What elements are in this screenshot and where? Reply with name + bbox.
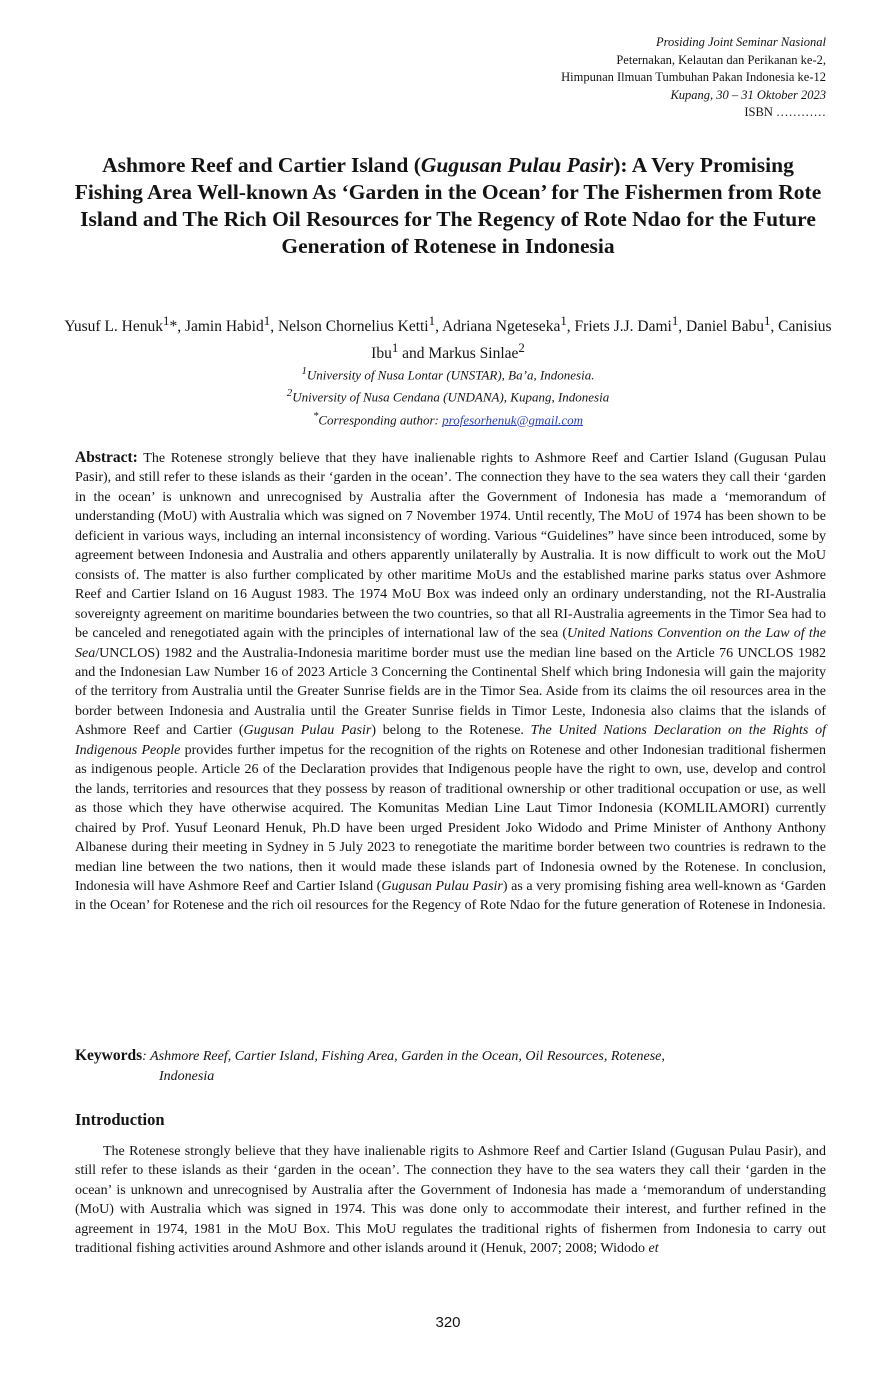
affiliation-sup: 1 (301, 365, 307, 377)
abstract-italic: Gugusan Pulau Pasir (381, 878, 503, 894)
author-name: , Canisius Ibu (371, 318, 832, 363)
author-sup: 1 (671, 313, 679, 328)
author-list: Yusuf L. Henuk$^1$*, Jamin Habid$^1$, Nelson Chornelius Ketti$^1$, Adriana Ngeteseka$^1$, Friets J.J. Dami$^1$, Daniel Babu$^1$, Canisius Ibu$^1$ and Markus Sinlae$^2$ (64, 313, 832, 363)
author-name: , Jamin Habid (177, 318, 264, 336)
affiliation-2 (70, 384, 826, 406)
affiliations (70, 362, 826, 429)
abstract-text: /UNCLOS) 1982 and the Australia-Indonesia maritime border must use the median line based on the Article 76 UNCLOS 1982 and the Indonesian Law Number 16 of 2023 Article 3 Concerning the Continental Shelf which bring Indonesia will gain the majority of the territory from Australia until the Greater Sunrise fields are in the Timor Sea. Aside from its claims the oil resources area in the border between Indonesia and Australia until the Greater Sunrise fields in Timor Leste, Indonesia also claims that the islands of Ashmore Reef and Cartier ( (75, 645, 826, 739)
paper-title (70, 152, 826, 260)
corresponding-label: Corresponding author: (318, 411, 443, 427)
affiliation-sup: * (312, 409, 319, 422)
author-sup: 1 (263, 313, 271, 328)
author-sup: 1 (763, 313, 771, 328)
affiliation-text: University of Nusa Lontar (UNSTAR), Ba’a, Indonesia. (306, 367, 595, 383)
page-number: 320 (435, 1314, 461, 1331)
conference-place-date: Kupang, 30 – 31 Oktober 2023 (670, 87, 826, 102)
author-sup: 1 (391, 340, 399, 356)
title-text-2: ): A Very Promising Fishing Area Well-known As ‘Garden in the Ocean’ for The Fishermen from Rote Island and The Rich Oil Resources for The Regency of Rote Ndao for the Future Generation of Rotenese in Indonesia (74, 153, 822, 258)
affiliation-sup: 2 (286, 387, 293, 400)
author-name: , Nelson Chornelius Ketti (270, 318, 429, 336)
conference-line-2: Peternakan, Kelautan dan Perikanan ke-2, (616, 52, 826, 67)
author-name: , Daniel Babu (678, 318, 764, 336)
author-sup: 1 (163, 313, 170, 328)
keywords-list-cont: Indonesia (159, 1069, 215, 1084)
corresponding-author (70, 407, 826, 429)
author-name: , Friets J.J. Dami (566, 318, 672, 336)
keywords-label: Keywords (75, 1047, 143, 1064)
corresponding-email-link[interactable]: profesorhenuk@gmail.com (442, 411, 584, 427)
introduction-italic: et (648, 1241, 659, 1257)
author-name: , Adriana Ngeteseka (435, 318, 561, 336)
affiliation-text: University of Nusa Cendana (UNDANA), Kupang, Indonesia (292, 389, 610, 405)
isbn: ISBN ………… (744, 105, 826, 119)
introduction-text (75, 1142, 826, 1259)
author-name: and Markus Sinlae (398, 345, 519, 363)
abstract-text: The Rotenese strongly believe that they have inalienable rights to Ashmore Reef and Cartier Island (Gugusan Pulau Pasir), and still refer to these islands as their ‘garden in the ocean’. The connection they have to the sea waters they call their ‘garden in the ocean’ is unknown and unrecognised by Australia after the Government of Indonesia has made a ‘memorandum of understanding (MoU) with Australia which was signed on 7 November 1974. Until recently, The MoU of 1974 has been shown to be deficient in various ways, including an internal inconsistency of wording. Various “Guidelines” have since been introduced, some by agreement between Indonesia and Australia and others apparently unilaterally by Australia. It is now difficult to work out the MoU consists of. The matter is also further complicated by other maritime MoUs and the established marine parks status over Ashmore Reef and Cartier Island on 16 August 1983. The 1974 MoU Box was indeed only an ordinary understanding, not the RI-Australia sovereignty agreement on maritime boundaries between the two countries, so that all RI-Australia agreements in the Timor Sea had to be canceled and renegotiated again with the principles of international law of the sea ( (75, 451, 826, 642)
introduction-heading: Introduction (75, 1110, 165, 1129)
keywords (75, 1046, 826, 1087)
introduction-body: The Rotenese strongly believe that they have inalienable rigits to Ashmore Reef and Cartier Island (Gugusan Pulau Pasir), and still refer to these islands as their ‘garden in the ocean’. The connection they have to the sea waters they call their ‘garden in the ocean’ is unknown and unrecognised by Australia after the Government of Indonesia has made a ‘memorandum of understanding (MoU) with Australia which was signed in 1974. This was done only to accommodate their interest, and further refined in the agreement in 1974, 1981 in the MoU Box. This MoU regulates the traditional rights of fishermen from Indonesia to carry out traditional fishing activities around Ashmore and other islands around it (Henuk, 2007; 2008; Widodo (75, 1144, 826, 1257)
abstract-text: ) as a very promising fishing area well-known as ‘Garden in the Ocean’ for Rotenese and the rich oil resources for the Regency of Rote Ndao for the future generation of Rotenese in Indonesia. (75, 878, 826, 914)
title-italic: Gugusan Pulau Pasir (420, 153, 614, 177)
author-name: Yusuf L. Henuk (64, 318, 163, 336)
author-sup: 2 (518, 340, 525, 356)
author-sup: 1 (428, 313, 436, 328)
abstract-text: ) belong to the Rotenese. (371, 723, 531, 739)
abstract-italic: The United Nations Declaration on the Rights of Indigenous People (75, 723, 827, 758)
abstract-italic: United Nations Convention on the Law of the Sea (75, 626, 826, 661)
keywords-list: : Ashmore Reef, Cartier Island, Fishing Area, Garden in the Ocean, Oil Resources, Rotenese, (142, 1049, 665, 1064)
abstract-text: provides further impetus for the recognition of the rights on Rotenese and other Indonesian traditional fishermen as indigenous people. Article 26 of the Declaration provides that Indigenous people have the right to own, use, develop and control the lands, territories and resources that they possess by reason of traditional ownership or other traditional occupation or use, as well as those which they have otherwise acquired. The Komunitas Median Line Laut Timor Indonesia (KOMLILAMORI) currently chaired by Prof. Yusuf Leonard Henuk, Ph.D have been urged President Joko Widodo and Prime Minister of Anthony Anthony Albanese during their meeting in Sydney in 5 July 2023 to renegotiate the maritime border between two countries is redrawn to the median line between the two nations, then it would made these islands part of Indonesia owned by the Rotenese. In conclusion, Indonesia will have Ashmore Reef and Cartier Island ( (75, 742, 827, 894)
author-sup: 1 (560, 313, 567, 328)
abstract-label: Abstract: (75, 449, 138, 466)
title-text-1: Ashmore Reef and Cartier Island ( (102, 153, 421, 177)
affiliation-1 (70, 362, 826, 384)
abstract-italic: Gugusan Pulau Pasir (243, 723, 372, 739)
abstract (75, 448, 826, 916)
conference-name: Prosiding Joint Seminar Nasional (655, 35, 826, 49)
conference-header (561, 34, 826, 122)
conference-line-3: Himpunan Ilmuan Tumbuhan Pakan Indonesia ke-12 (561, 70, 826, 84)
